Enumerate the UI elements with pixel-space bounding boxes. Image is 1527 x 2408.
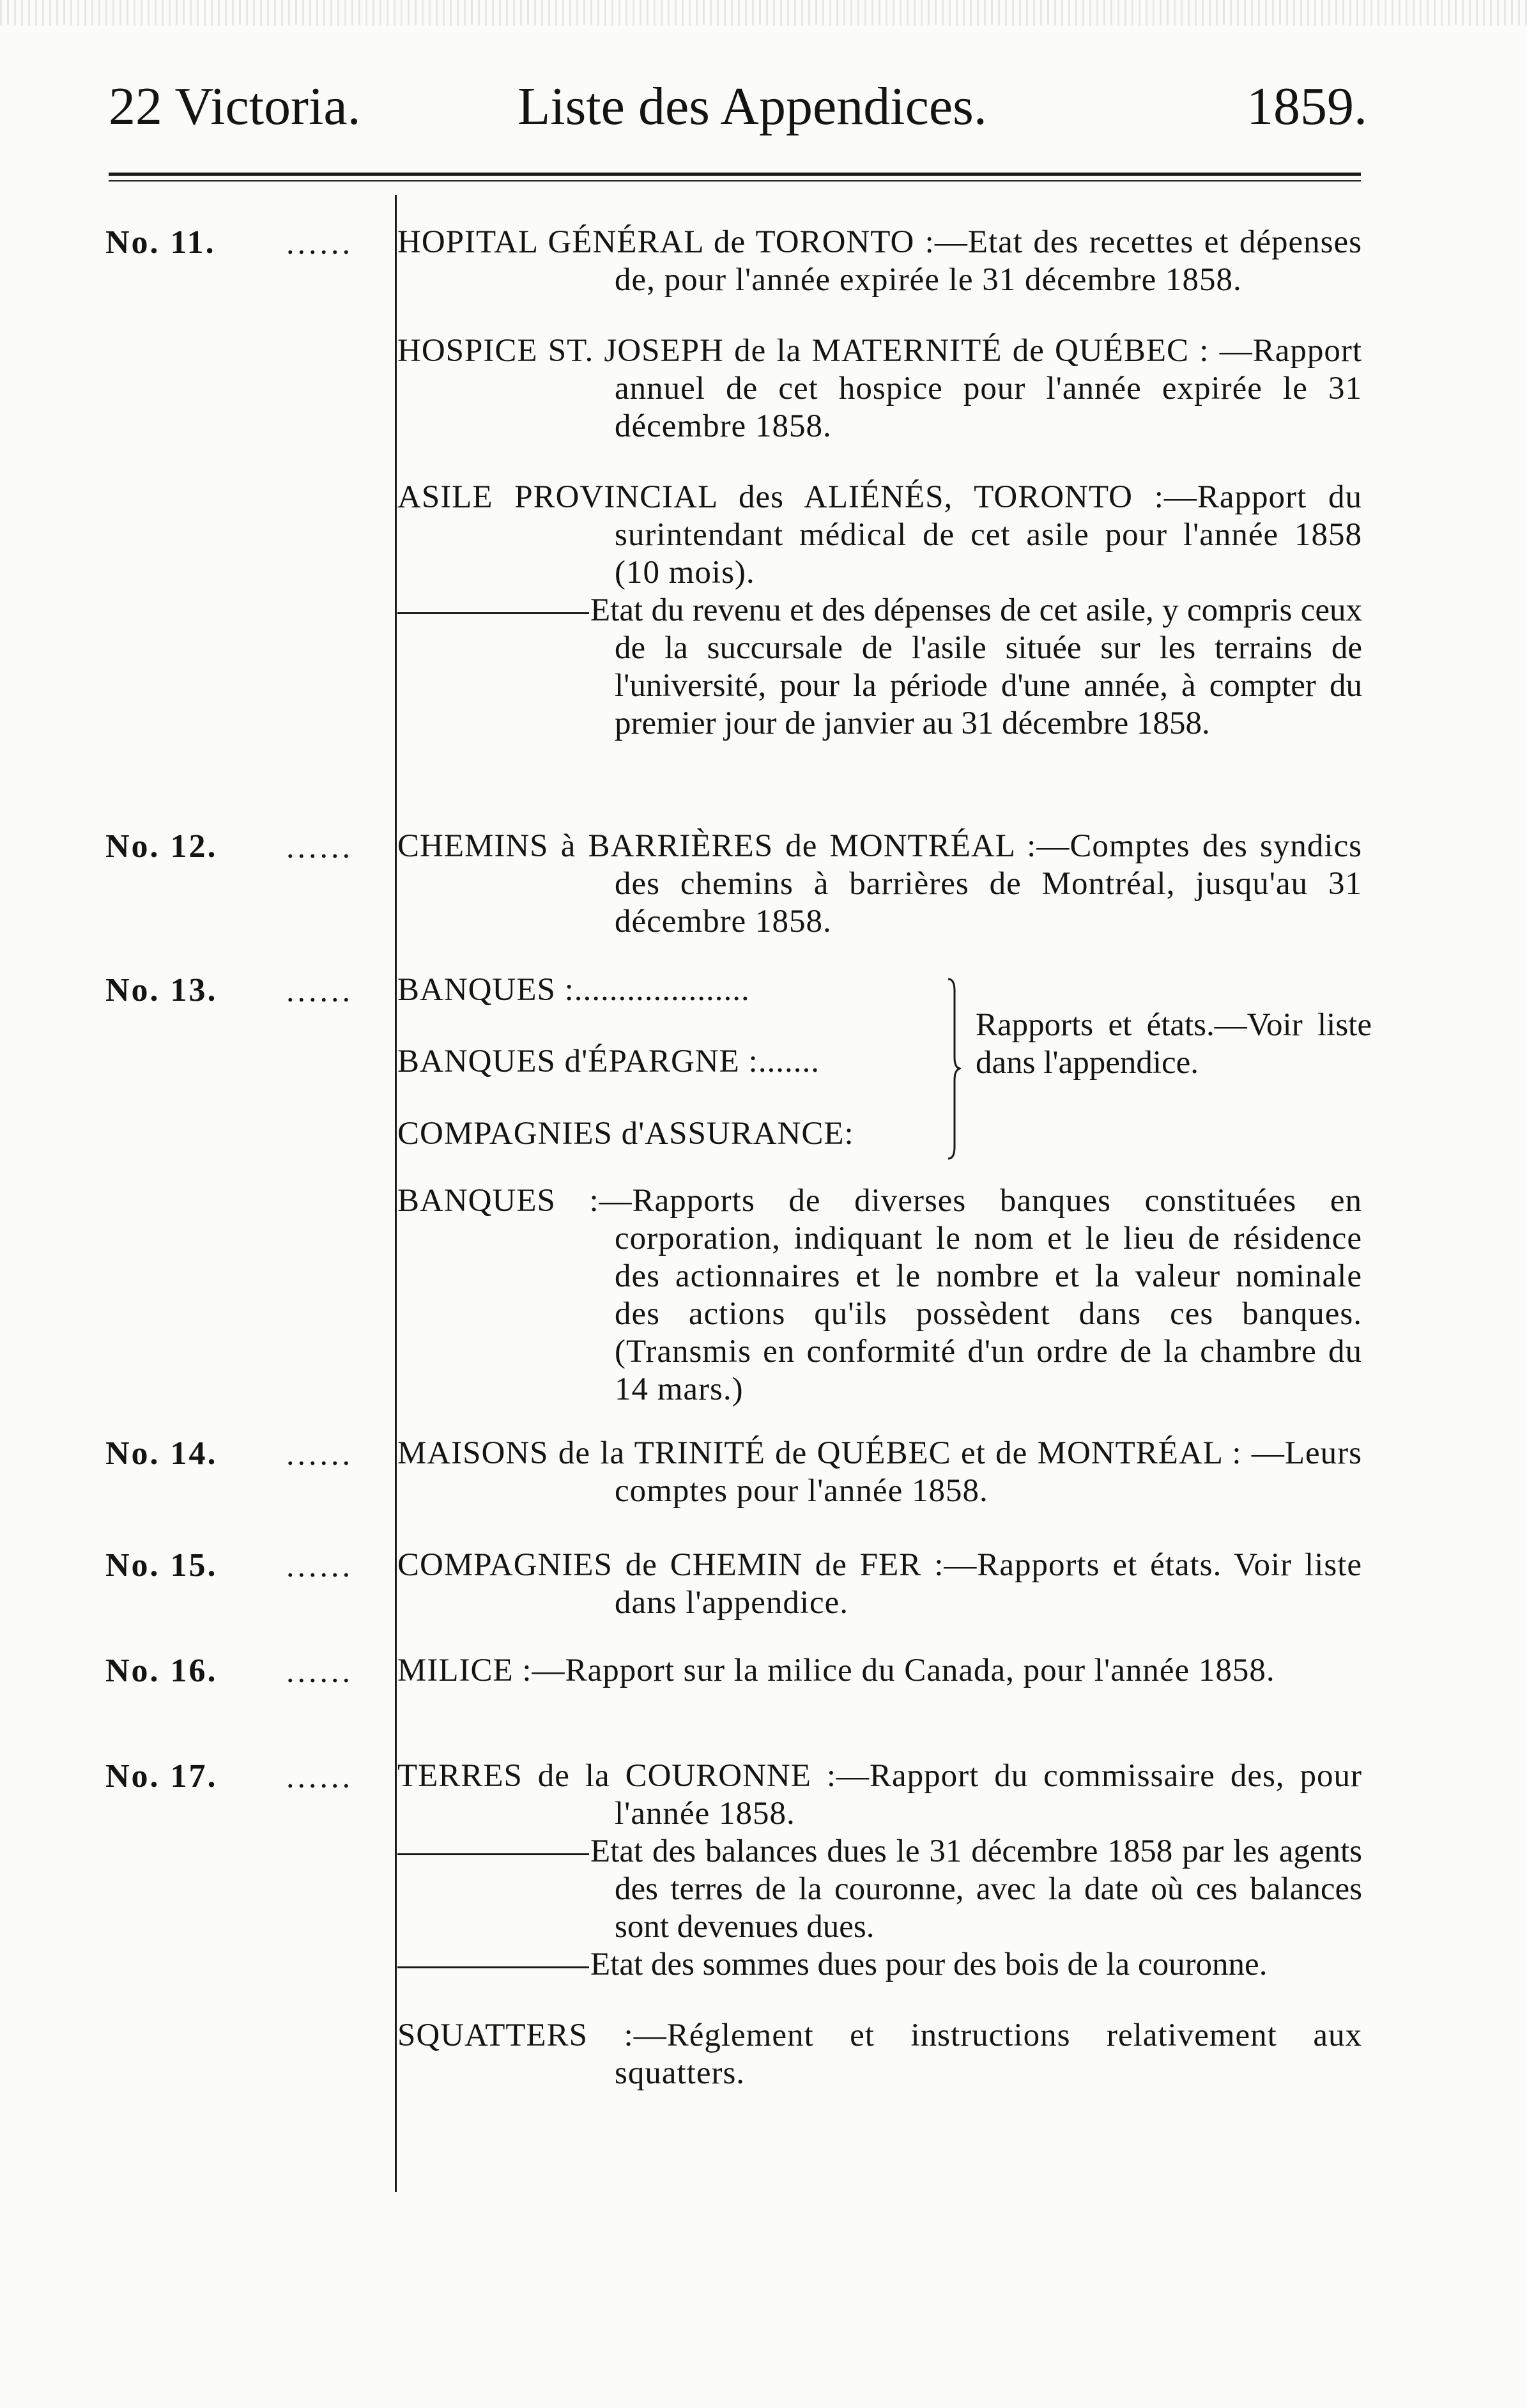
entry-text [397, 224, 1362, 743]
header-title: Liste des Appendices. [518, 77, 987, 136]
column-divider [395, 195, 397, 2192]
paragraph: HOPITAL GÉNÉRAL de TORONTO :—Etat des recettes et dépenses de, pour l'année expirée le 31 décembre 1858. [397, 224, 1362, 298]
ditto-dash [397, 1853, 589, 1855]
ditto-dash [397, 612, 589, 614]
paragraph: ASILE PROVINCIAL des ALIÉNÉS, TORONTO :—Rapport du surintendant médical de cet asile pour l'année 1858 (10 mois). [397, 479, 1362, 590]
header-left: 22 Victoria. [109, 77, 361, 136]
leader-dots: ...... [286, 973, 353, 1008]
paragraph-continued [397, 1946, 1362, 1984]
page-header [96, 72, 1367, 142]
paragraph: TERRES de la COURONNE :—Rapport du commissaire des, pour l'année 1858. [397, 1758, 1362, 1832]
entry-number: No. 12. [105, 828, 218, 865]
leader-dots: ...... [286, 1436, 353, 1472]
entry-number: No. 14. [105, 1435, 218, 1472]
leader-dots: ...... [286, 1759, 353, 1794]
leader-dots: ...... [286, 1548, 353, 1584]
entry-text [397, 1182, 1362, 1409]
header-rule-thin [109, 180, 1361, 181]
leader-dots: ...... [286, 829, 353, 865]
curly-brace [947, 978, 961, 1160]
brace-item: BANQUES :.................... [397, 972, 750, 1008]
leader-dots: ...... [286, 225, 353, 261]
paragraph-text: Etat des balances dues le 31 décembre 1858 par les agents des terres de la couronne, avec la date où ces balances sont devenues dues. [590, 1833, 1362, 1945]
page-edge-speckle [0, 0, 1527, 26]
entry-text [397, 1547, 1362, 1622]
entry-number: No. 16. [105, 1653, 218, 1689]
entry-text [397, 828, 1362, 941]
entry-text [397, 1757, 1362, 2092]
leader-dots: ...... [286, 1653, 353, 1689]
header-rule-thick [109, 173, 1361, 176]
paragraph-continued [397, 1833, 1362, 1946]
paragraph: CHEMINS à BARRIÈRES de MONTRÉAL :—Comptes des syndics des chemins à barrières de Montréal, jusqu'au 31 décembre 1858. [397, 828, 1362, 939]
paragraph: SQUATTERS :—Réglement et instructions relativement aux squatters. [397, 2018, 1362, 2091]
entry-number: No. 17. [105, 1758, 218, 1794]
entry-number: No. 11. [105, 224, 216, 261]
header-year: 1859. [1247, 77, 1367, 136]
paragraph-text: Etat des sommes dues pour des bois de la couronne. [590, 1947, 1268, 1982]
brace-group [397, 971, 1372, 1163]
paragraph: BANQUES :—Rapports de diverses banques constituées en corporation, indiquant le nom et le lieu de résidence des actionnaires et le nombre et la valeur nominale des actions qu'ils possèdent dans ces banques. (Transmis en conformité d'un ordre de la chambre du 14 mars.) [397, 1183, 1362, 1407]
ditto-dash [397, 1966, 589, 1968]
paragraph-text: Etat du revenu et des dépenses de cet asile, y compris ceux de la succursale de l'asile située sur les terrains de l'université, pour la période d'une année, à compter du premier jour de janvier au 31 décembre 1858. [590, 592, 1362, 741]
paragraph-continued [397, 592, 1362, 743]
entry-text [397, 1652, 1362, 1690]
brace-text: Rapports et états.—Voir liste dans l'appendice. [976, 1007, 1372, 1081]
paragraph: MAISONS de la TRINITÉ de QUÉBEC et de MONTRÉAL : —Leurs comptes pour l'année 1858. [397, 1435, 1362, 1509]
paragraph: MILICE :—Rapport sur la milice du Canada, pour l'année 1858. [397, 1653, 1275, 1688]
entry-text [397, 1435, 1362, 1510]
paragraph: HOSPICE ST. JOSEPH de la MATERNITÉ de QUÉBEC : —Rapport annuel de cet hospice pour l'année expirée le 31 décembre 1858. [397, 333, 1362, 444]
paragraph: COMPAGNIES de CHEMIN de FER :—Rapports et états. Voir liste dans l'appendice. [397, 1547, 1362, 1621]
entry-number: No. 13. [105, 972, 218, 1008]
entry-number: No. 15. [105, 1547, 218, 1584]
brace-item: BANQUES d'ÉPARGNE :....... [397, 1044, 820, 1079]
brace-item: COMPAGNIES d'ASSURANCE: [397, 1116, 854, 1152]
